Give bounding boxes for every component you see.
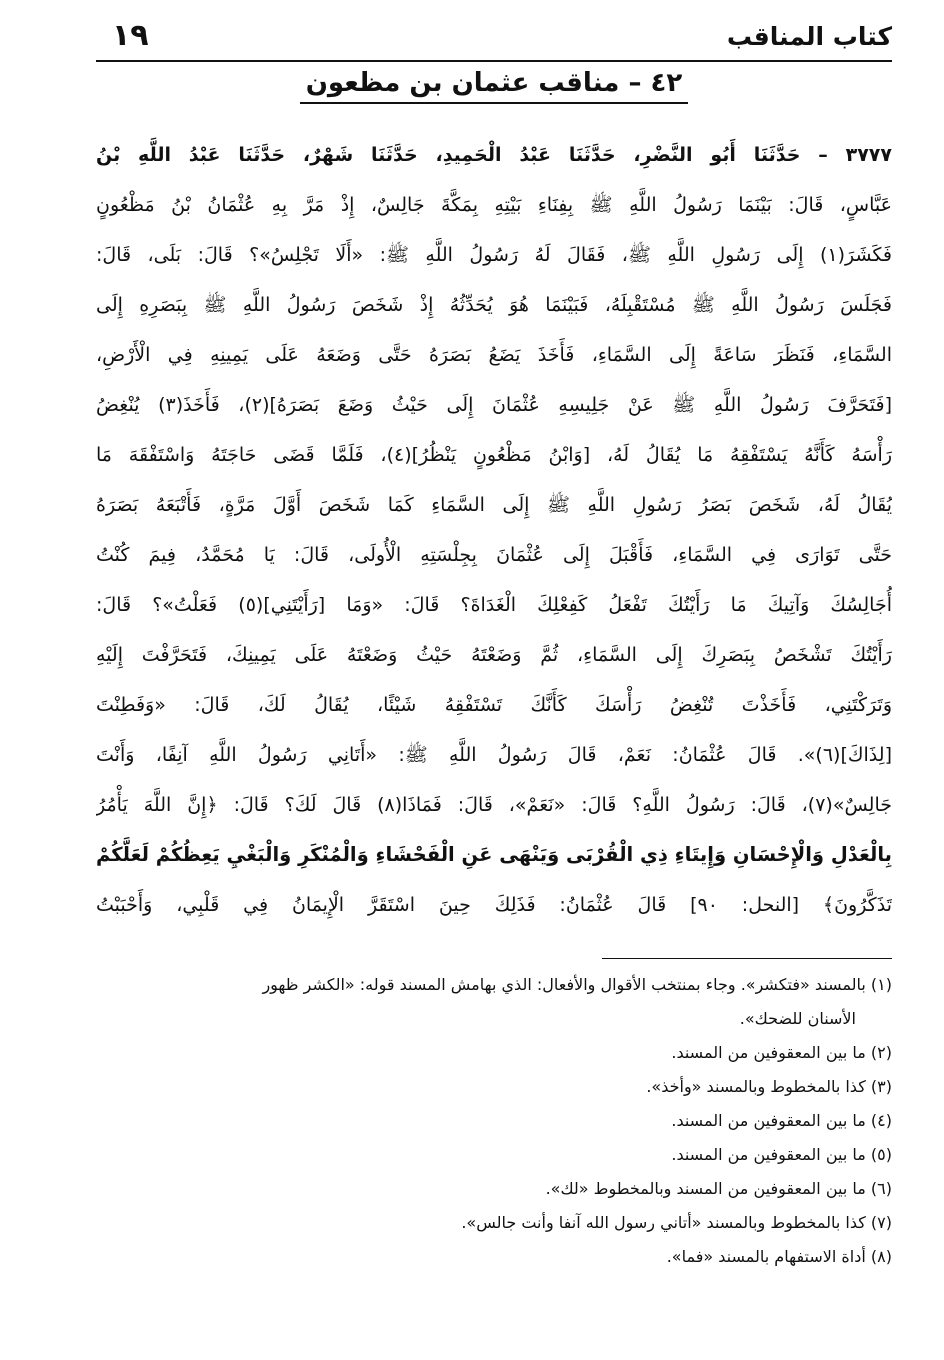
footnote: (٦) ما بين المعقوفين من المسند وبالمخطوط «لك». — [545, 1179, 892, 1198]
footnote: (١) بالمسند «فتكشر». وجاء بمنتخب الأقوال والأفعال: الذي بهامش المسند قوله: «الكشر ظهور — [262, 975, 892, 994]
chapter-title: ٤٢ – مناقب عثمان بن مظعون — [300, 68, 689, 104]
text-line: رَأَيْتُكَ تَشْخَصُ بِبَصَرِكَ إِلَى السَّمَاءِ، ثُمَّ وَضَعْتَهُ حَيْثُ وَضَعْتَهُ عَلَى يَمِينِكَ، فَتَحَرَّفْتَ إِلَيْهِ — [96, 644, 892, 666]
text-line: ٣٧٧٧ – حَدَّثَنَا أَبُو النَّضْرِ، حَدَّثَنَا عَبْدُ الْحَمِيدِ، حَدَّثَنَا شَهْرٌ، حَدَّثَنَا عَبْدُ اللَّهِ بْنُ — [96, 144, 892, 166]
footnote: (٣) كذا بالمخطوط وبالمسند «وأخذ». — [646, 1077, 892, 1096]
chapter-heading — [96, 68, 892, 104]
hadith-text — [96, 130, 892, 930]
book-section-title: كتاب المناقب — [726, 22, 892, 51]
footnote-divider — [602, 958, 892, 959]
text-line: [فَتَحَرَّفَ رَسُولُ اللَّهِ ﷺ عَنْ جَلِيسِهِ عُثْمَانَ إِلَى حَيْثُ وَضَعَ بَصَرَهُ](٢)، فَأَخَذَ(٣) يُنْغِضُ — [96, 394, 892, 416]
footnote-continuation: الأسنان للضحك». — [739, 1009, 856, 1028]
running-header — [96, 14, 892, 62]
footnotes — [96, 968, 892, 1274]
text-line: أُجَالِسُكَ وَآتِيكَ مَا رَأَيْتُكَ تَفْعَلُ كَفِعْلِكَ الْغَدَاةَ؟ قَالَ: «وَمَا [رَأَيْتَنِي](٥) فَعَلْتُ»؟ قَالَ: — [96, 594, 892, 616]
quran-verse-line: بِالْعَدْلِ وَالْإِحْسَانِ وَإِيتَاءِ ذِي الْقُرْبَى وَيَنْهَى عَنِ الْفَحْشَاءِ وَالْمُنْكَرِ وَالْبَغْيِ يَعِظُكُمْ لَعَلَّكُمْ — [96, 843, 892, 866]
footnote: (٨) أداة الاستفهام بالمسند «فما». — [666, 1247, 892, 1266]
text-line: تَذَكَّرُونَ﴾ [النحل: ٩٠] قَالَ عُثْمَانُ: فَذَلِكَ حِينَ اسْتَقَرَّ الْإِيمَانُ فِي قَلْبِي، وَأَحْبَبْتُ — [96, 894, 892, 916]
footnote: (٥) ما بين المعقوفين من المسند. — [671, 1145, 892, 1164]
text-line: فَكَشَرَ(١) إِلَى رَسُولِ اللَّهِ ﷺ، فَقَالَ لَهُ رَسُولُ اللَّهِ ﷺ: «أَلَا تَجْلِسُ»؟ قَالَ: بَلَى، قَالَ: — [96, 244, 892, 266]
text-line: عَبَّاسٍ، قَالَ: بَيْنَمَا رَسُولُ اللَّهِ ﷺ بِفِنَاءِ بَيْتِهِ بِمَكَّةَ جَالِسٌ، إِذْ مَرَّ بِهِ عُثْمَانُ بْنُ مَظْعُونٍ — [96, 194, 892, 216]
footnote: (٧) كذا بالمخطوط وبالمسند «أتاني رسول الله آنفا وأنت جالس». — [461, 1213, 892, 1232]
text-line: يُقَالُ لَهُ، شَخَصَ بَصَرُ رَسُولِ اللَّهِ ﷺ إِلَى السَّمَاءِ كَمَا شَخَصَ أَوَّلَ مَرَّةٍ، فَأَتْبَعَهُ بَصَرَهُ — [96, 494, 892, 516]
text-line: السَّمَاءِ، فَنَظَرَ سَاعَةً إِلَى السَّمَاءِ، فَأَخَذَ يَضَعُ بَصَرَهُ حَتَّى وَضَعَهُ عَلَى يَمِينِهِ فِي الْأَرْضِ، — [96, 344, 892, 366]
text-line: [لِذَاكَ](٦)». قَالَ عُثْمَانُ: نَعَمْ، قَالَ رَسُولُ اللَّهِ ﷺ: «أَتَانِي رَسُولُ اللَّهِ آنِفًا، وَأَنْتَ — [96, 744, 892, 766]
text-line: حَتَّى تَوَارَى فِي السَّمَاءِ، فَأَقْبَلَ إِلَى عُثْمَانَ بِجِلْسَتِهِ الْأُولَى، قَالَ: يَا مُحَمَّدُ، فِيمَ كُنْتُ — [96, 544, 892, 566]
text-line: وَتَرَكْتَنِي، فَأَخَذْتَ تُنْغِضُ رَأْسَكَ كَأَنَّكَ تَسْتَفْقِهُ شَيْئًا، يُقَالُ لَكَ، قَالَ: «وَفَطِنْتَ — [96, 694, 892, 716]
text-line: فَجَلَسَ رَسُولُ اللَّهِ ﷺ مُسْتَقْبِلَهُ، فَبَيْنَمَا هُوَ يُحَدِّثُهُ إِذْ شَخَصَ رَسُولُ اللَّهِ ﷺ بِبَصَرِهِ إِلَى — [96, 294, 892, 316]
footnote: (٤) ما بين المعقوفين من المسند. — [671, 1111, 892, 1130]
text-line: رَأْسَهُ كَأَنَّهُ يَسْتَفْقِهُ مَا يُقَالُ لَهُ، [وَابْنُ مَظْعُونٍ يَنْظُرُ](٤)، فَلَمَّا قَضَى حَاجَتَهُ وَاسْتَفْقَهَ مَا — [96, 444, 892, 466]
text-line: جَالِسٌ»(٧)، قَالَ: رَسُولُ اللَّهِ؟ قَالَ: «نَعَمْ»، قَالَ: فَمَاذَا(٨) قَالَ لَكَ؟ قَالَ: ﴿إِنَّ اللَّهَ يَأْمُرُ — [96, 794, 892, 816]
footnote: (٢) ما بين المعقوفين من المسند. — [671, 1043, 892, 1062]
page-number: ١٩ — [112, 18, 149, 53]
